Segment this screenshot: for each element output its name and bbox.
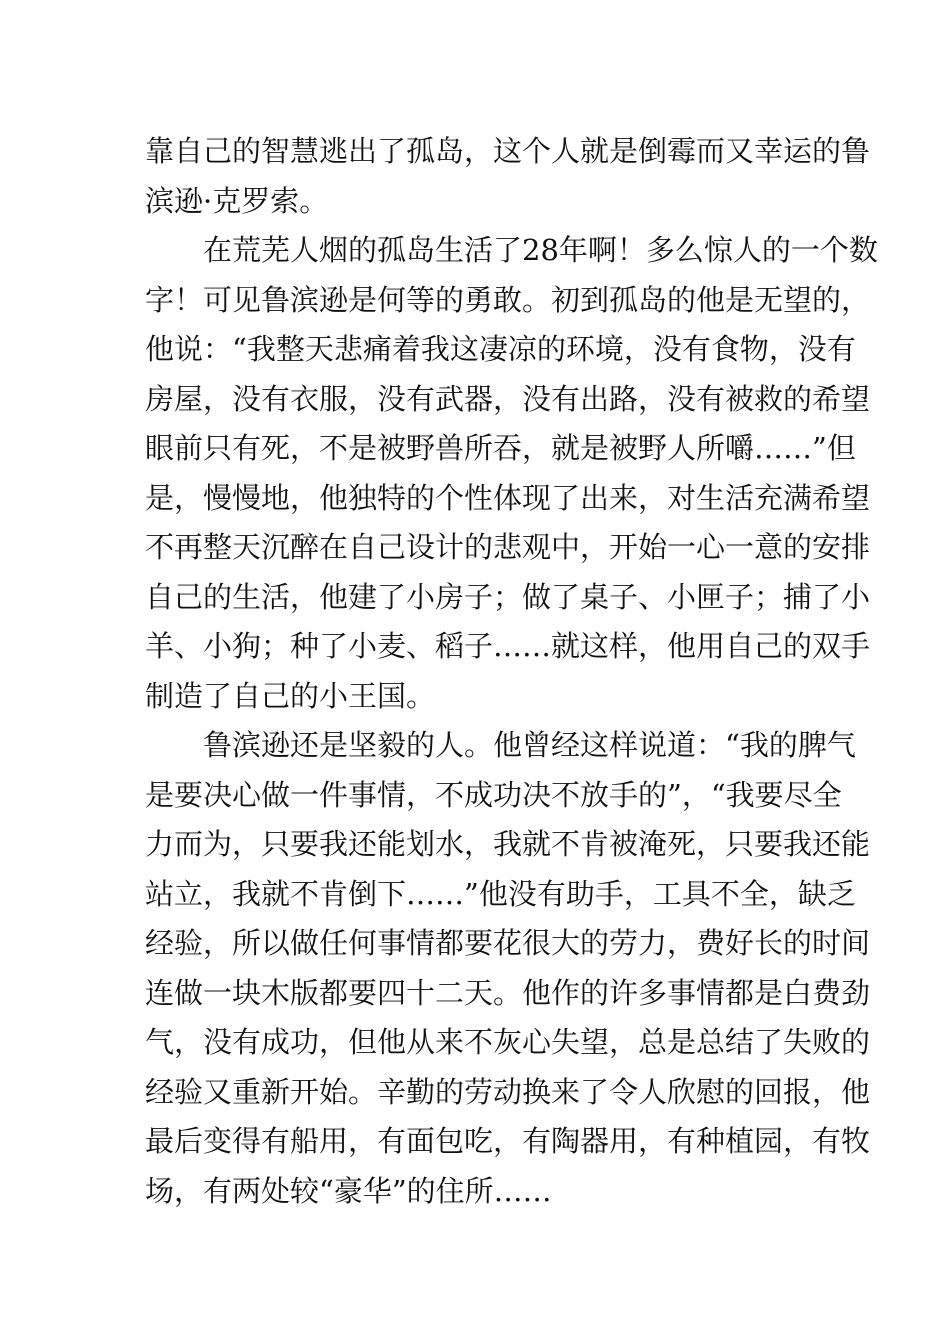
body-text [145,127,878,1216]
text-line: 经验，所以做任何事情都要花很大的劳力，费好长的时间 [145,926,871,960]
text-line: 眼前只有死，不是被野兽所吞，就是被野人所嚼……”但 [145,431,856,465]
text-line: 气，没有成功，但他从来不灰心失望，总是总结了失败的 [145,1025,871,1059]
text-line: 连做一块木版都要四十二天。他作的许多事情都是白费劲 [145,975,871,1010]
text-line: 场，有两处较“豪华”的住所…… [145,1173,552,1208]
text-line: 他说：“我整天悲痛着我这凄凉的环境，没有食物，没有 [145,332,856,366]
text-line: 力而为，只要我还能划水，我就不肯被淹死，只要我还能 [145,827,871,861]
text-line: 最后变得有船用，有面包吃，有陶器用，有种植园，有牧 [145,1124,871,1158]
text-line: 是要决心做一件事情，不成功决不放手的”，“我要尽全 [145,777,842,812]
text-line: 站立，我就不肯倒下……”他没有助手，工具不全，缺乏 [145,876,856,911]
text-line: 房屋，没有衣服，没有武器，没有出路，没有被救的希望 [145,381,871,416]
text-line: 制造了自己的小王国。 [145,678,436,713]
text-line: 自己的生活，他建了小房子；做了桌子、小匣子；捕了小 [145,579,871,614]
text-line: 字！可见鲁滨逊是何等的勇敢。初到孤岛的他是无望的， [145,282,871,317]
text-line: 鲁滨逊还是坚毅的人。他曾经这样说道：“我的脾气 [145,728,856,762]
text-line: 经验又重新开始。辛勤的劳动换来了令人欣慰的回报，他 [145,1074,871,1109]
text-line: 滨逊·克罗索。 [145,183,329,218]
text-line: 在荒芜人烟的孤岛生活了28年啊！多么惊人的一个数 [145,233,878,267]
text-line: 靠自己的智慧逃出了孤岛，这个人就是倒霉而又幸运的鲁 [145,134,871,168]
text-line: 不再整天沉醉在自己设计的悲观中，开始一心一意的安排 [145,530,871,564]
text-line: 羊、小狗；种了小麦、稻子……就这样，他用自己的双手 [145,629,871,663]
text-line: 是，慢慢地，他独特的个性体现了出来，对生活充满希望 [145,480,871,515]
